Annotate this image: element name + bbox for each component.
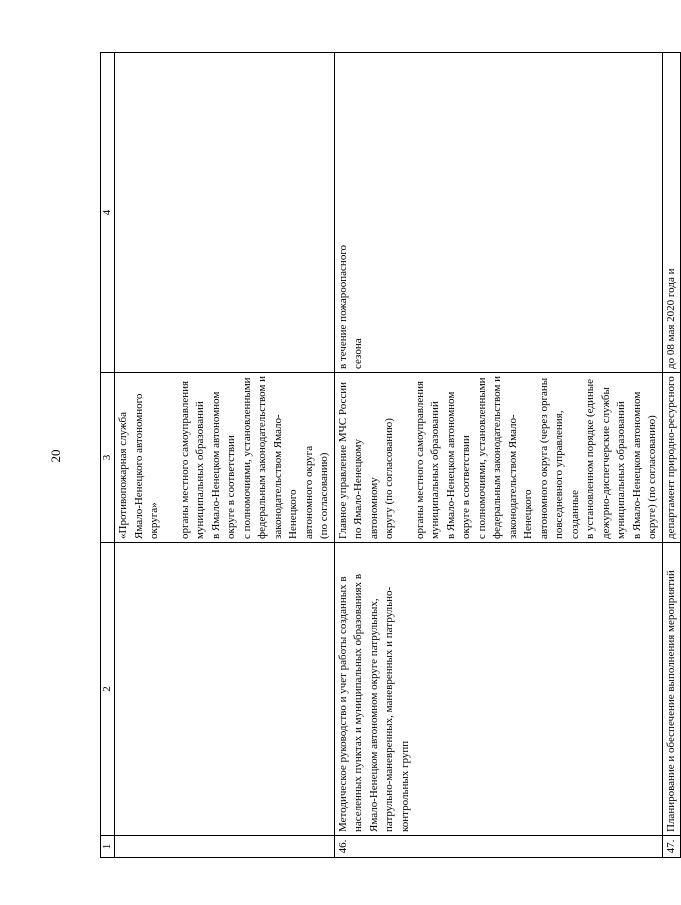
deadline-cell <box>334 53 662 373</box>
table-row <box>334 53 662 858</box>
header-col-2: 2 <box>101 543 115 836</box>
page-number: 20 <box>48 449 63 463</box>
responsible-cell <box>115 373 335 543</box>
measures-table <box>100 52 681 858</box>
deadline-cell <box>115 53 335 373</box>
deadline-cell <box>662 53 681 373</box>
deadline-text: в течение пожароопасного сезона <box>336 244 364 369</box>
header-col-1: 1 <box>101 836 115 858</box>
responsible-cell <box>662 373 681 543</box>
deadline-text: до 08 мая 2020 года и <box>664 268 677 369</box>
row-number <box>115 836 335 858</box>
landscape-sheet <box>100 53 677 858</box>
responsible-cell <box>334 373 662 543</box>
responsible-entry: «Противопожарная служба Ямало-Ненецкого автономного округа» <box>117 393 160 539</box>
responsible-entry: Главное управление МЧС России по Ямало-Ненецкому автономному округу (по согласованию) <box>336 381 395 539</box>
row-number: 46. <box>334 836 662 858</box>
header-row <box>101 53 115 858</box>
table-row <box>662 53 681 858</box>
responsible-entry: органы местного самоуправления муниципальных образований в Ямало-Ненецком автономном округе в соответствии с полномочиями, установленными федеральным законодательством и законодательством Ямало-Ненецкого автономного округа (через органы повседневного управления, созданные в установленном порядке (единые дежурно-диспетчерские службы муниципальных образований в Ямало-Ненецком автономном округе) (по согласованию) <box>413 376 658 539</box>
measure-cell <box>115 543 335 836</box>
measure-cell: Методическое руководство и учет работы созданных в населенных пунктах и муниципальных образованиях в Ямало-Ненецком автономном округе патрульных, патрульно-маневренных, маневренных и патрульно-контрольных групп <box>334 543 662 836</box>
header-col-4: 4 <box>101 53 115 373</box>
header-col-3: 3 <box>101 373 115 543</box>
responsible-entry: органы местного самоуправления муниципальных образований в Ямало-Ненецком автономном округе в соответствии с полномочиями, установленными федеральным законодательством и законодательством Ямало-Ненецкого автономного округа (по согласованию) <box>178 376 330 539</box>
measure-cell <box>662 543 681 836</box>
responsible-entry: департамент природно-ресурсного <box>664 376 677 539</box>
measure-text: Планирование и обеспечение выполнения мероприятий <box>664 570 677 832</box>
table-row <box>115 53 335 858</box>
row-number: 47. <box>662 836 681 858</box>
